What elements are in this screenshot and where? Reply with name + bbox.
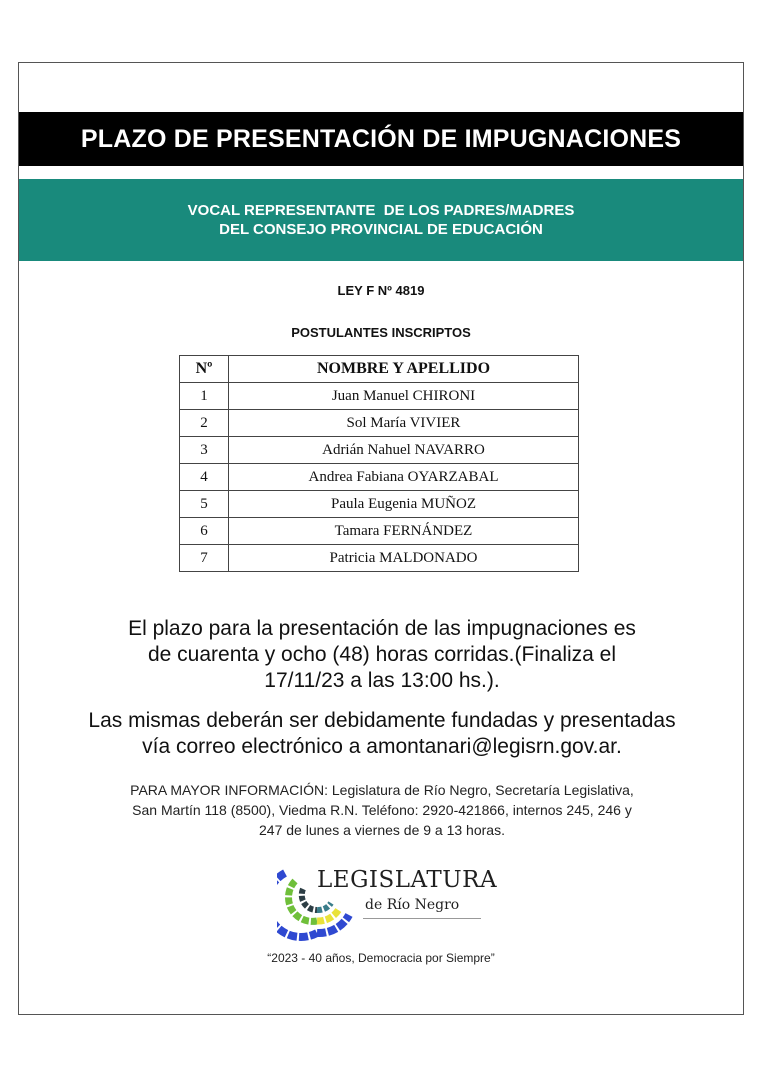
table-row — [180, 410, 579, 437]
logo-underline — [363, 918, 481, 919]
logo-title: LEGISLATURA — [317, 867, 498, 893]
table-row — [180, 464, 579, 491]
submission-paragraph — [49, 708, 715, 760]
row-number: 4 — [180, 464, 229, 491]
page-title: PLAZO DE PRESENTACIÓN DE IMPUGNACIONES — [80, 124, 682, 153]
law-reference: LEY F Nº 4819 — [337, 283, 425, 298]
candidate-name: Sol María VIVIER — [229, 410, 579, 437]
row-number: 2 — [180, 410, 229, 437]
candidate-name: Adrián Nahuel NAVARRO — [229, 437, 579, 464]
table-header-row — [180, 356, 579, 383]
subtitle-banner — [19, 179, 743, 261]
candidate-name: Juan Manuel CHIRONI — [229, 383, 579, 410]
row-number: 1 — [180, 383, 229, 410]
column-header-name: NOMBRE Y APELLIDO — [229, 356, 579, 383]
document-page — [18, 62, 744, 1015]
candidate-name: Andrea Fabiana OYARZABAL — [229, 464, 579, 491]
title-banner — [19, 112, 743, 166]
contact-info — [59, 780, 705, 840]
submission-line-1: Las mismas deberán ser debidamente fundadas y presentadas — [88, 709, 676, 732]
table-row — [180, 383, 579, 410]
contact-line-1: PARA MAYOR INFORMACIÓN: Legislatura de Río Negro, Secretaría Legislativa, — [130, 782, 634, 798]
subtitle-line-1: VOCAL REPRESENTANTE DE LOS PADRES/MADRES — [187, 202, 575, 219]
subtitle-line-2: DEL CONSEJO PROVINCIAL DE EDUCACIÓN — [219, 221, 543, 238]
deadline-line-1: El plazo para la presentación de las impugnaciones es — [128, 617, 636, 640]
row-number: 5 — [180, 491, 229, 518]
deadline-paragraph — [59, 616, 705, 694]
submission-line-2: vía correo electrónico a amontanari@legisrn.gov.ar. — [142, 735, 622, 758]
contact-line-2: San Martín 118 (8500), Viedma R.N. Teléfono: 2920-421866, internos 245, 246 y — [132, 802, 632, 818]
slogan: “2023 - 40 años, Democracia por Siempre” — [267, 951, 495, 965]
candidate-name: Paula Eugenia MUÑOZ — [229, 491, 579, 518]
deadline-line-3: 17/11/23 a las 13:00 hs.). — [264, 669, 500, 692]
legislature-logo — [277, 863, 507, 943]
table-row — [180, 491, 579, 518]
deadline-line-2: de cuarenta y ocho (48) horas corridas.(Finaliza el — [147, 643, 617, 666]
candidates-table — [179, 355, 579, 572]
logo-subtitle: de Río Negro — [365, 897, 460, 913]
contact-line-3: 247 de lunes a viernes de 9 a 13 horas. — [259, 822, 505, 838]
table-row — [180, 437, 579, 464]
row-number: 7 — [180, 545, 229, 572]
candidate-name: Tamara FERNÁNDEZ — [229, 518, 579, 545]
row-number: 3 — [180, 437, 229, 464]
table-row — [180, 518, 579, 545]
column-header-number: Nº — [180, 356, 229, 383]
row-number: 6 — [180, 518, 229, 545]
table-row — [180, 545, 579, 572]
candidate-name: Patricia MALDONADO — [229, 545, 579, 572]
candidates-heading: POSTULANTES INSCRIPTOS — [291, 325, 471, 340]
